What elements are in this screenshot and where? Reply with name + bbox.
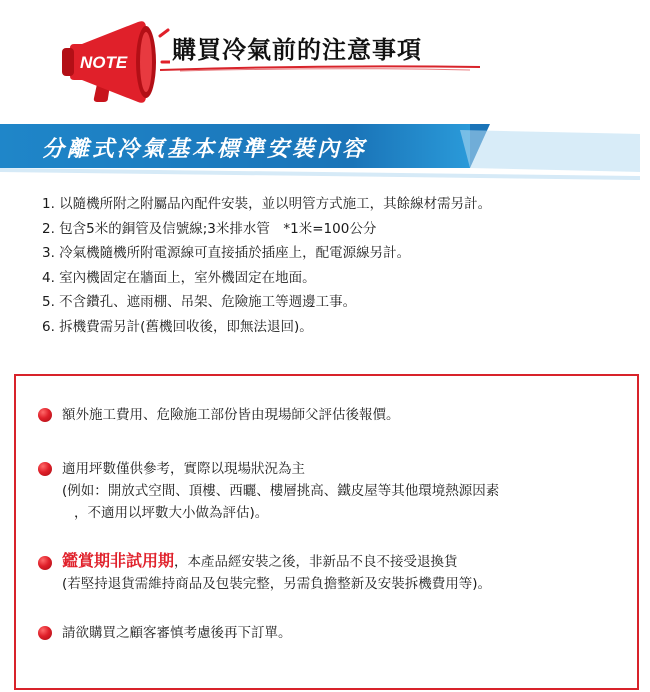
notice-header [0, 0, 650, 110]
notice-item: 適用坪數僅供參考，實際以現場狀況為主 (例如：開放式空間、頂樓、西曬、樓層挑高、鐵皮屋等其他環境熱源因素 ，不適用以坪數大小做為評估)。 [38, 458, 499, 524]
notice-item: 額外施工費用、危險施工部份皆由現場師父評估後報價。 [38, 404, 400, 426]
red-dot-icon [38, 408, 52, 422]
install-list [42, 192, 632, 339]
note-badge: NOTE [80, 53, 128, 72]
red-dot-icon [38, 556, 52, 570]
red-dot-icon [38, 626, 52, 640]
red-dot-icon [38, 462, 52, 476]
list-item: 5. 不含鑽孔、遮雨棚、吊架、危險施工等週邊工事。 [42, 294, 357, 310]
list-item: 4. 室內機固定在牆面上，室外機固定在地面。 [42, 269, 316, 286]
title-underline [160, 64, 480, 72]
notice-box [14, 374, 639, 690]
warning-highlight: 鑑賞期非試用期 [62, 551, 175, 570]
list-item: 2. 包含5米的銅管及信號線;3米排水管 *1米=100公分 [42, 220, 377, 237]
banner-title: 分離式冷氣基本標準安裝內容 [42, 137, 368, 162]
list-item: 3. 冷氣機隨機所附電源線可直接插於插座上，配電源線另計。 [42, 245, 411, 261]
notice-item: 請欲購買之顧客審慎考慮後再下訂單。 [38, 622, 292, 644]
page-title: 購買冷氣前的注意事項 [172, 36, 422, 64]
notice-item: 鑑賞期非試用期，本產品經安裝之後，非新品不良不接受退換貨 (若堅持退貨需維持商品及包裝完整，另需負擔整新及安裝拆機費用等)。 [38, 550, 491, 595]
list-item: 6. 拆機費需另計(舊機回收後，即無法退回)。 [42, 318, 313, 335]
megaphone-icon [60, 18, 170, 104]
list-item: 1. 以隨機所附之附屬品內配件安裝，並以明管方式施工，其餘線材需另計。 [42, 196, 492, 212]
